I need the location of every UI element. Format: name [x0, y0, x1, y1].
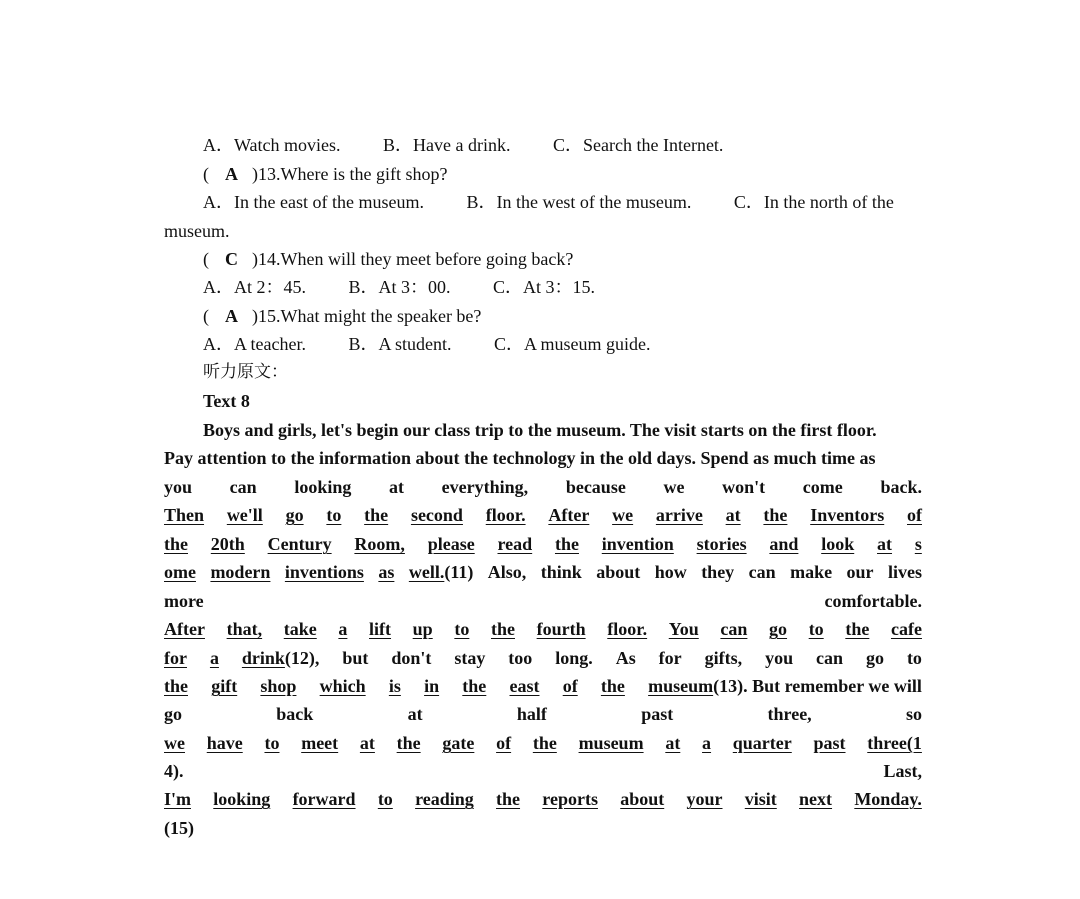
transcript-word-group: [648, 672, 922, 700]
transcript-word: stories: [696, 534, 747, 554]
transcript-word: stay: [454, 648, 486, 668]
q13-option-c: C．In the north of the: [733, 192, 894, 212]
q12-option-a: A．Watch movies.: [203, 135, 341, 155]
transcript-word: at: [665, 733, 681, 753]
transcript-word: floor.: [607, 619, 648, 639]
transcript-word: at: [877, 534, 893, 554]
transcript-word: and: [769, 534, 799, 554]
transcript-word: three,: [767, 704, 812, 724]
transcript-word: gate: [442, 733, 475, 753]
transcript-word: Inventors: [810, 505, 885, 525]
transcript-word: As: [615, 648, 636, 668]
transcript-word: next: [799, 789, 833, 809]
transcript-word: to: [906, 648, 922, 668]
transcript-word: cafe: [890, 619, 922, 639]
transcript-word: read: [497, 534, 533, 554]
transcript-word: 4).: [164, 761, 184, 781]
transcript-word: go: [164, 704, 182, 724]
q14-answer: C: [225, 249, 238, 269]
transcript-word: go: [769, 619, 788, 639]
transcript-tail: (13). But remember we will: [713, 676, 922, 696]
transcript-line-7: [164, 587, 922, 615]
transcript-word: back.: [880, 477, 922, 497]
q14-option-c: C．At 3：15.: [493, 277, 596, 297]
transcript-word: meet: [301, 733, 339, 753]
transcript-word: drink: [241, 648, 285, 668]
transcript-word: the: [554, 534, 579, 554]
transcript-word: second: [410, 505, 463, 525]
transcript-word: take: [283, 619, 317, 639]
transcript-word: make: [790, 562, 833, 582]
transcript-word: won't: [722, 477, 766, 497]
q13-options: [203, 188, 922, 216]
transcript-word: comfortable.: [824, 591, 922, 611]
q14-text: )14.When will they meet before going back?: [252, 249, 574, 269]
q15-option-b: B．A student.: [348, 334, 452, 354]
transcript-word: the: [532, 733, 557, 753]
transcript-word: don't: [391, 648, 432, 668]
transcript-word: back: [276, 704, 314, 724]
q15-open-paren: (: [203, 306, 209, 326]
transcript-word: about: [596, 562, 641, 582]
transcript-word: fourth: [536, 619, 586, 639]
q13-option-a: A．In the east of the museum.: [203, 192, 424, 212]
transcript-word: After: [548, 505, 590, 525]
transcript-word: have: [206, 733, 243, 753]
q13-answer: A: [225, 164, 238, 184]
transcript-word: we: [164, 733, 185, 753]
transcript-word: to: [326, 505, 342, 525]
transcript-word: in: [424, 676, 440, 696]
transcript-word: at: [407, 704, 423, 724]
transcript-word: we: [663, 477, 685, 497]
transcript-line-5: [164, 530, 922, 558]
q14-option-a: A．At 2：45.: [203, 277, 306, 297]
transcript-word: of: [562, 676, 578, 696]
transcript-word: forward: [292, 789, 356, 809]
transcript-word: east: [509, 676, 540, 696]
transcript-word: to: [808, 619, 824, 639]
transcript-word: a: [338, 619, 348, 639]
transcript-word: inventions: [284, 562, 364, 582]
transcript-word: to: [454, 619, 470, 639]
q15-answer: A: [225, 306, 238, 326]
transcript-word: for: [658, 648, 682, 668]
transcript-word: the: [164, 534, 188, 554]
transcript-word: Last,: [883, 761, 922, 781]
q14-options: [203, 273, 922, 301]
transcript-line-9: [164, 644, 922, 672]
transcript-word: our: [846, 562, 874, 582]
transcript-word: to: [264, 733, 280, 753]
q15-options: [203, 330, 922, 358]
transcript-word: the: [600, 676, 625, 696]
transcript-word: s: [914, 534, 922, 554]
transcript-line-12: [164, 729, 922, 757]
transcript-word: the: [845, 619, 870, 639]
transcript-word: long.: [555, 648, 593, 668]
transcript-line-11: [164, 700, 922, 728]
transcript-word: think: [540, 562, 582, 582]
transcript-heading: 听力原文：: [203, 362, 288, 382]
q15-option-c: C．A museum guide.: [493, 334, 651, 354]
transcript-word: Also,: [487, 562, 527, 582]
transcript-word: the: [496, 789, 521, 809]
transcript-word: Monday.: [854, 789, 922, 809]
transcript-word: can: [229, 477, 257, 497]
transcript-line-8: [164, 615, 922, 643]
transcript-word-group: [409, 558, 474, 586]
transcript-word: but: [342, 648, 369, 668]
q12-options: [203, 131, 922, 159]
transcript-word: Then: [164, 505, 205, 525]
transcript-word: about: [620, 789, 665, 809]
transcript-word: the: [164, 676, 188, 696]
transcript-word: more: [164, 591, 204, 611]
transcript-word: your: [686, 789, 723, 809]
transcript-word: you: [765, 648, 794, 668]
transcript-word: I'm: [164, 789, 191, 809]
q15-option-a: A．A teacher.: [203, 334, 306, 354]
transcript-word: (12),: [284, 648, 320, 668]
transcript-word: can: [816, 648, 844, 668]
transcript-word: the: [462, 676, 487, 696]
transcript-word: for: [164, 648, 187, 668]
q13-option-b: B．In the west of the museum.: [466, 192, 692, 212]
transcript-word: look: [821, 534, 855, 554]
transcript-word: lift: [369, 619, 392, 639]
transcript-line-2: Pay attention to the information about the technology in the old days. Spend as much time as: [164, 448, 876, 468]
transcript-word: of: [907, 505, 922, 525]
transcript-line-10: [164, 672, 922, 700]
transcript-line-14: [164, 785, 922, 813]
transcript-word: looking: [213, 789, 271, 809]
q13-option-c-cont: museum.: [164, 221, 230, 241]
transcript-word: 20th: [210, 534, 245, 554]
transcript-word: so: [905, 704, 922, 724]
transcript-word: everything,: [441, 477, 529, 497]
transcript-word: After: [164, 619, 205, 639]
transcript-word: please: [427, 534, 475, 554]
transcript-word: (11): [444, 562, 474, 582]
q12-option-c: C．Search the Internet.: [553, 135, 724, 155]
transcript-word: at: [359, 733, 375, 753]
transcript-word: as: [378, 562, 395, 582]
transcript-word: three(1: [867, 733, 922, 753]
transcript-word: come: [802, 477, 843, 497]
transcript-word: the: [364, 505, 389, 525]
q13-text: )13.Where is the gift shop?: [252, 164, 448, 184]
transcript-word: gift: [211, 676, 238, 696]
transcript-word: reports: [542, 789, 598, 809]
transcript-line-3: [164, 473, 922, 501]
transcript-line-15: (15): [164, 818, 194, 838]
transcript-word: arrive: [655, 505, 703, 525]
transcript-word: half: [516, 704, 547, 724]
transcript-word: the: [396, 733, 421, 753]
transcript-word: Room,: [354, 534, 405, 554]
q14-option-b: B．At 3：00.: [348, 277, 451, 297]
transcript-word: museum: [648, 676, 714, 696]
transcript-word: shop: [260, 676, 297, 696]
q14-open-paren: (: [203, 249, 209, 269]
transcript-word: at: [725, 505, 741, 525]
transcript-word: gifts,: [704, 648, 743, 668]
transcript-word: they: [701, 562, 735, 582]
transcript-word: well.: [408, 562, 445, 582]
transcript-word: Century: [267, 534, 332, 554]
transcript-word: looking: [294, 477, 352, 497]
transcript-line-6: [164, 558, 922, 586]
q13-question: [203, 160, 922, 188]
transcript-word: up: [412, 619, 433, 639]
q15-text: )15.What might the speaker be?: [252, 306, 482, 326]
transcript-line-13: [164, 757, 922, 785]
transcript-word: that,: [226, 619, 263, 639]
transcript-word: visit: [744, 789, 777, 809]
transcript-word: a: [209, 648, 219, 668]
q13-open-paren: (: [203, 164, 209, 184]
transcript-word: can: [720, 619, 748, 639]
transcript-word: because: [565, 477, 626, 497]
transcript-word: of: [496, 733, 512, 753]
transcript-word: quarter: [732, 733, 792, 753]
transcript-word-group: [242, 644, 320, 672]
transcript-word: past: [813, 733, 846, 753]
transcript-word: reading: [415, 789, 474, 809]
text-title: Text 8: [203, 391, 250, 411]
transcript-word: a: [702, 733, 712, 753]
transcript-word: how: [654, 562, 687, 582]
transcript-word: ome: [164, 562, 196, 582]
transcript-word: at: [389, 477, 405, 497]
q12-option-b: B．Have a drink.: [383, 135, 511, 155]
transcript-word: the: [490, 619, 515, 639]
transcript-line-4: [164, 501, 922, 529]
transcript-word: is: [388, 676, 401, 696]
transcript-word: we'll: [226, 505, 263, 525]
transcript-word: can: [748, 562, 776, 582]
q14-question: [203, 245, 922, 273]
transcript-word: You: [668, 619, 699, 639]
transcript-word: too: [508, 648, 533, 668]
transcript-word: go: [865, 648, 884, 668]
transcript-word: past: [641, 704, 674, 724]
transcript-word: which: [319, 676, 366, 696]
transcript-word: the: [763, 505, 788, 525]
q15-question: [203, 302, 922, 330]
transcript-word: lives: [888, 562, 922, 582]
transcript-word: you: [164, 477, 193, 497]
transcript-word: modern: [210, 562, 271, 582]
transcript-line-1: Boys and girls, let's begin our class trip to the museum. The visit starts on the first floor.: [203, 420, 877, 440]
transcript-word: invention: [601, 534, 674, 554]
transcript-word: we: [612, 505, 634, 525]
transcript-word: floor.: [485, 505, 526, 525]
transcript-word: museum: [578, 733, 644, 753]
transcript-word: go: [285, 505, 304, 525]
transcript-word: to: [377, 789, 393, 809]
